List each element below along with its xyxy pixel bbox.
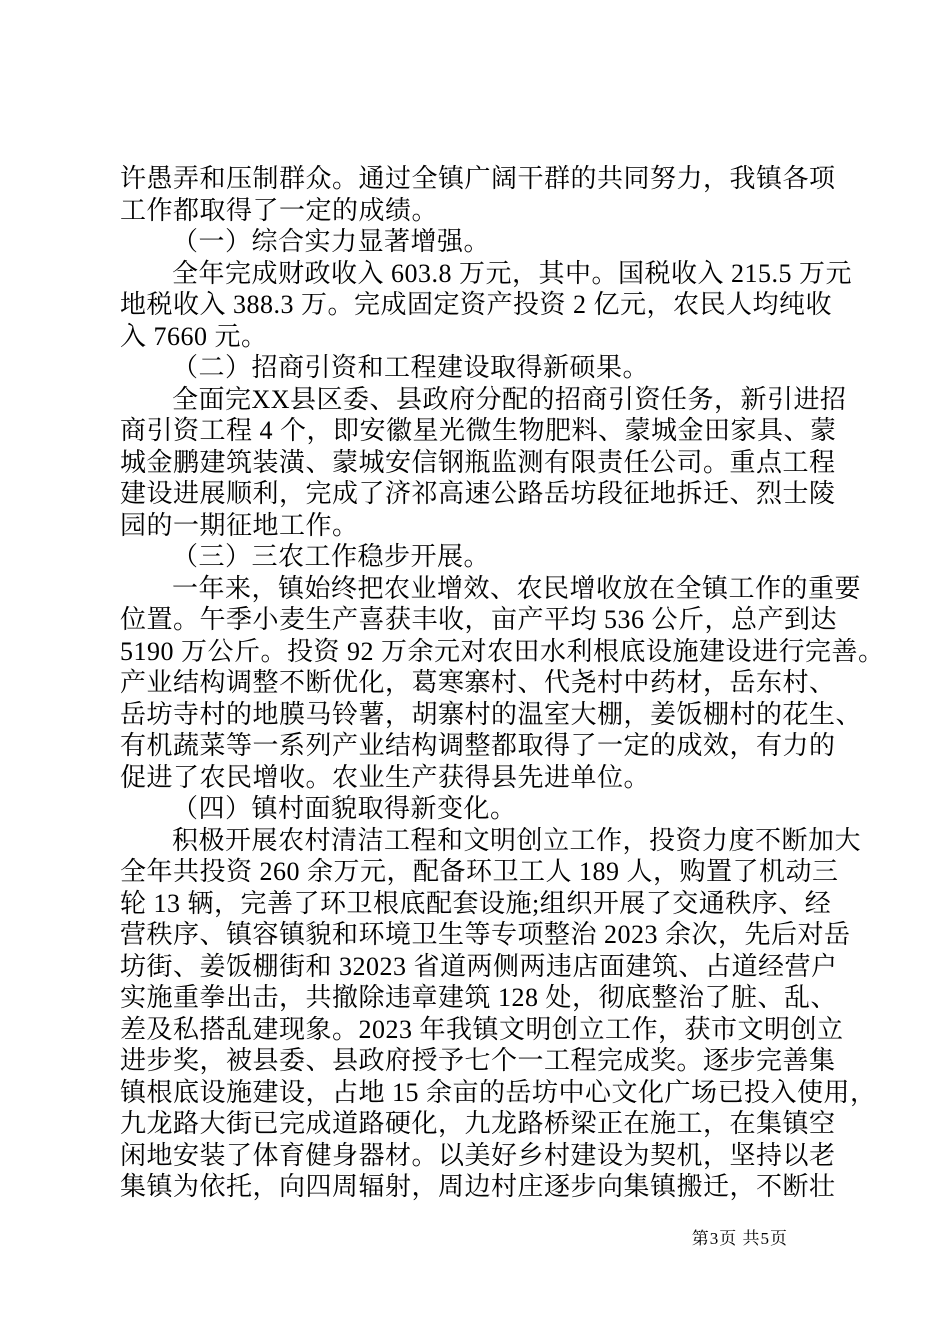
text-line: 商引资工程 4 个，即安徽星光微生物肥料、蒙城金田家具、蒙 [120, 416, 837, 445]
text-line: 入 7660 元。 [120, 321, 268, 351]
text-line: 工作都取得了一定的成绩。 [120, 195, 439, 225]
text-line: 实施重拳出击，共撤除违章建筑 128 处，彻底整治了脏、乱、 [120, 983, 838, 1012]
text-line: 坊街、姜饭棚街和 32023 省道两侧两违店面建筑、占道经营户 [120, 951, 838, 981]
text-line: 一年来，镇始终把农业增效、农民增收放在全镇工作的重要 [172, 573, 862, 603]
text-line: 全年完成财政收入 603.8 万元，其中。国税收入 215.5 万元 [172, 258, 853, 288]
text-line: 镇根底设施建设，占地 15 余亩的岳坊中心文化广场已投入使用， [120, 1077, 877, 1107]
text-line: 园的一期征地工作。 [120, 510, 359, 540]
text-line: 城金鹏建筑装潢、蒙城安信钢瓶监测有限责任公司。重点工程 [120, 447, 836, 477]
text-line: 闲地安装了体育健身器材。以美好乡村建设为契机，坚持以老 [120, 1140, 836, 1170]
text-line: 产业结构调整不断优化，葛寒寨村、代尧村中药材，岳东村、 [120, 668, 836, 697]
text-line: 5190 万公斤。投资 92 万余元对农田水利根底设施建设进行完善。 [120, 636, 885, 666]
page-number-footer: 第3页 共5页 [691, 1229, 788, 1248]
text-line: （四）镇村面貌取得新变化。 [172, 794, 517, 823]
text-line: （一）综合实力显著增强。 [172, 227, 491, 256]
text-line: 岳坊寺村的地膜马铃薯，胡寨村的温室大棚，姜饭棚村的花生、 [120, 699, 863, 729]
text-line: 位置。午季小麦生产喜获丰收，亩产平均 536 公斤，总产到达 [120, 605, 838, 634]
text-line: （三）三农工作稳步开展。 [172, 542, 491, 571]
document-body [120, 163, 885, 1203]
text-line: 积极开展农村清洁工程和文明创立工作，投资力度不断加大 [172, 825, 862, 855]
text-line: 全年共投资 260 余万元，配备环卫工人 189 人，购置了机动三 [120, 857, 839, 886]
text-line: 全面完XX县区委、县政府分配的招商引资任务，新引进招 [172, 384, 847, 414]
text-line: 九龙路大街已完成道路硬化，九龙路桥梁正在施工，在集镇空 [120, 1109, 836, 1138]
text-line: 轮 13 辆，完善了环卫根底配套设施;组织开展了交通秩序、经 [120, 888, 832, 918]
text-line: 差及私搭乱建现象。2023 年我镇文明创立工作，获市文明创立 [120, 1014, 844, 1044]
text-line: 营秩序、镇容镇貌和环境卫生等专项整治 2023 余次，先后对岳 [120, 920, 851, 949]
text-line: 许愚弄和压制群众。通过全镇广阔干群的共同努力，我镇各项 [120, 164, 836, 193]
text-line: 集镇为依托，向四周辐射，周边村庄逐步向集镇搬迁，不断壮 [120, 1172, 836, 1201]
text-line: 促进了农民增收。农业生产获得县先进单位。 [120, 762, 651, 792]
text-line: （二）招商引资和工程建设取得新硕果。 [172, 353, 650, 382]
text-line: 建设进展顺利，完成了济祁高速公路岳坊段征地拆迁、烈士陵 [120, 479, 836, 508]
text-line: 有机蔬菜等一系列产业结构调整都取得了一定的成效，有力的 [120, 731, 836, 760]
text-line: 地税收入 388.3 万。完成固定资产投资 2 亿元，农民人均纯收 [120, 290, 833, 319]
text-line: 进步奖，被县委、县政府授予七个一工程完成奖。逐步完善集 [120, 1046, 836, 1075]
